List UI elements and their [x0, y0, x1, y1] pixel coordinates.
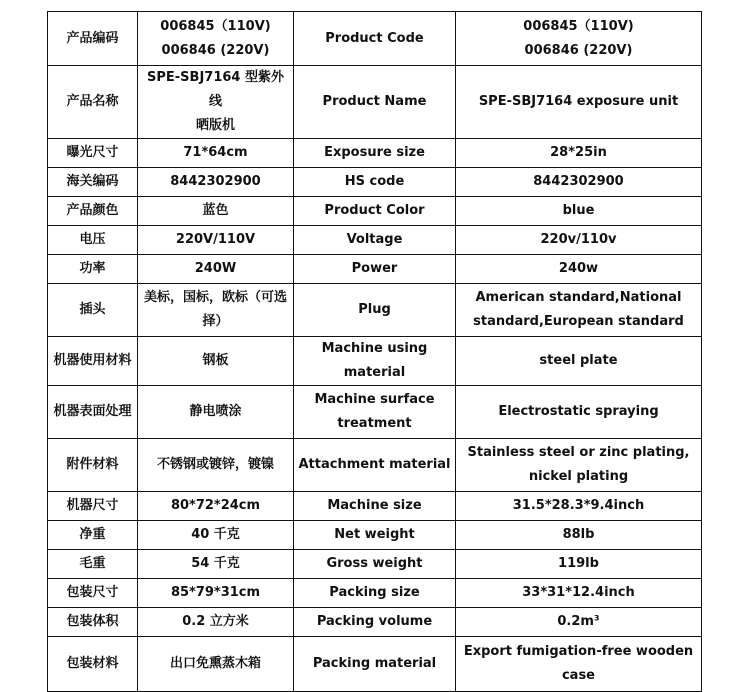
spec-table [47, 11, 702, 692]
row-label-cn: 产品编码 [48, 12, 138, 66]
row-label-en: Attachment material [294, 439, 456, 492]
row-value-en: SPE-SBJ7164 exposure unit [456, 66, 702, 139]
row-label-en: Gross weight [294, 550, 456, 579]
table-row [48, 439, 702, 492]
row-label-en: HS code [294, 168, 456, 197]
table-row [48, 521, 702, 550]
table-row [48, 550, 702, 579]
row-value-cn: 静电喷涂 [138, 386, 294, 439]
row-value-en: steel plate [456, 337, 702, 386]
row-label-cn: 曝光尺寸 [48, 139, 138, 168]
table-row [48, 337, 702, 386]
row-value-en: 119lb [456, 550, 702, 579]
table-row [48, 66, 702, 139]
table-row [48, 255, 702, 284]
row-value-cn: 71*64cm [138, 139, 294, 168]
row-label-cn: 功率 [48, 255, 138, 284]
row-label-en: Packing material [294, 637, 456, 692]
row-value-cn: 40 千克 [138, 521, 294, 550]
row-label-en: Machine using material [294, 337, 456, 386]
spec-table-body [48, 12, 702, 692]
row-value-cn: SPE-SBJ7164 型紫外线 晒版机 [138, 66, 294, 139]
table-row [48, 386, 702, 439]
row-label-en: Plug [294, 284, 456, 337]
row-label-en: Machine size [294, 492, 456, 521]
row-value-cn: 85*79*31cm [138, 579, 294, 608]
row-label-en: Machine surface treatment [294, 386, 456, 439]
row-value-en: 8442302900 [456, 168, 702, 197]
row-value-en: 240w [456, 255, 702, 284]
row-label-cn: 产品名称 [48, 66, 138, 139]
row-label-en: Exposure size [294, 139, 456, 168]
row-label-en: Voltage [294, 226, 456, 255]
row-label-cn: 海关编码 [48, 168, 138, 197]
row-label-en: Packing size [294, 579, 456, 608]
table-row [48, 226, 702, 255]
row-value-cn: 80*72*24cm [138, 492, 294, 521]
row-label-en: Product Name [294, 66, 456, 139]
row-value-cn: 美标，国标，欧标（可选 择） [138, 284, 294, 337]
table-row [48, 12, 702, 66]
row-value-cn: 不锈钢或镀锌，镀镍 [138, 439, 294, 492]
table-row [48, 168, 702, 197]
row-value-en: Stainless steel or zinc plating, nickel plating [456, 439, 702, 492]
row-label-cn: 插头 [48, 284, 138, 337]
row-label-cn: 产品颜色 [48, 197, 138, 226]
row-label-cn: 包装体积 [48, 608, 138, 637]
row-value-cn: 蓝色 [138, 197, 294, 226]
row-label-cn: 电压 [48, 226, 138, 255]
table-row [48, 492, 702, 521]
row-label-en: Product Color [294, 197, 456, 226]
table-row [48, 139, 702, 168]
row-value-cn: 54 千克 [138, 550, 294, 579]
table-row [48, 284, 702, 337]
row-value-en: blue [456, 197, 702, 226]
row-value-en: 33*31*12.4inch [456, 579, 702, 608]
row-value-en: 0.2m³ [456, 608, 702, 637]
row-value-en: 006845（110V) 006846 (220V) [456, 12, 702, 66]
row-label-cn: 毛重 [48, 550, 138, 579]
row-value-en: 28*25in [456, 139, 702, 168]
row-value-cn: 钢板 [138, 337, 294, 386]
row-label-cn: 机器表面处理 [48, 386, 138, 439]
row-label-cn: 净重 [48, 521, 138, 550]
row-value-cn: 220V/110V [138, 226, 294, 255]
row-value-cn: 出口免熏蒸木箱 [138, 637, 294, 692]
row-value-en: 31.5*28.3*9.4inch [456, 492, 702, 521]
row-label-en: Packing volume [294, 608, 456, 637]
table-row [48, 637, 702, 692]
row-label-cn: 机器尺寸 [48, 492, 138, 521]
row-value-en: Electrostatic spraying [456, 386, 702, 439]
table-row [48, 579, 702, 608]
row-value-en: 88lb [456, 521, 702, 550]
row-value-en: 220v/110v [456, 226, 702, 255]
table-row [48, 197, 702, 226]
row-value-en: American standard,National standard,European standard [456, 284, 702, 337]
row-label-en: Net weight [294, 521, 456, 550]
row-value-cn: 006845（110V) 006846 (220V) [138, 12, 294, 66]
row-value-cn: 0.2 立方米 [138, 608, 294, 637]
row-label-cn: 包装材料 [48, 637, 138, 692]
row-label-cn: 机器使用材料 [48, 337, 138, 386]
row-label-cn: 附件材料 [48, 439, 138, 492]
table-row [48, 608, 702, 637]
row-value-cn: 8442302900 [138, 168, 294, 197]
row-label-en: Power [294, 255, 456, 284]
row-value-en: Export fumigation-free wooden case [456, 637, 702, 692]
row-label-cn: 包装尺寸 [48, 579, 138, 608]
row-label-en: Product Code [294, 12, 456, 66]
row-value-cn: 240W [138, 255, 294, 284]
